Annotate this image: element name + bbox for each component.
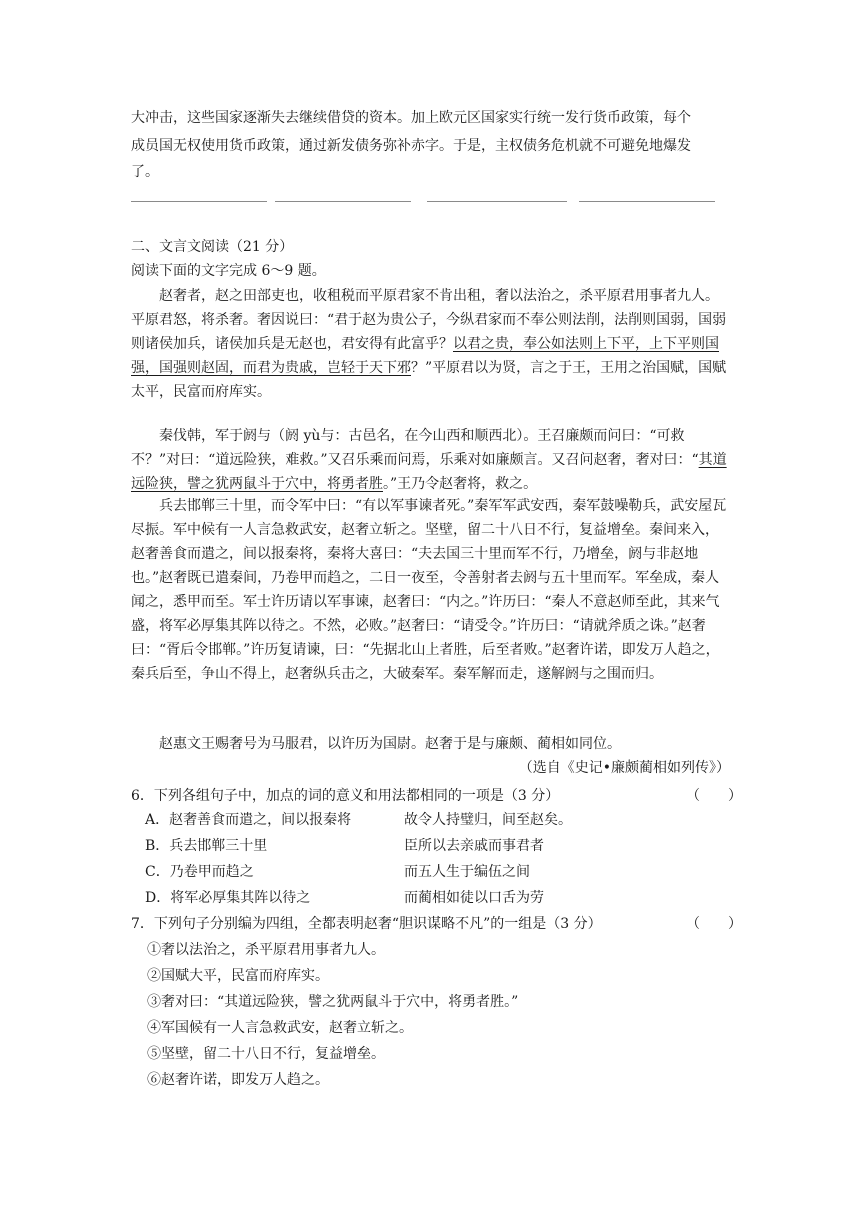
answer-blank-lines [131, 201, 721, 202]
section-instruction: 阅读下面的文字完成 6～9 题。 [131, 263, 326, 279]
underlined-sentence-2: 其道远险狭，譬之犹两鼠斗于穴中，将勇者胜 [131, 452, 727, 492]
answer-blank-3 [427, 201, 567, 202]
section-heading: 二、文言文阅读（21 分） [131, 239, 294, 255]
q7-answer-paren: （ ） [686, 916, 742, 932]
intro-line-2: 成员国无权使用货币政策，通过新发债务弥补赤字。于是，主权债务危机就不可避免地爆发 [131, 138, 691, 154]
q6-option-c-left: C．乃卷甲而趋之 [145, 864, 254, 880]
q6-option-d-left: D．将军必厚集其阵以待之 [145, 890, 311, 906]
q7-item-4: ④军国候有一人言急救武安，赵奢立斩之。 [147, 1020, 413, 1036]
q6-option-b-right: 臣所以去亲戚而事君者 [404, 838, 544, 854]
q6-option-a-left: A．赵奢善食而遣之，间以报秦将 [145, 812, 352, 828]
passage-p2-text-a: 秦伐韩，军于阏与（阏 yù与：古邑名，在今山西和顺西北）。王召廉颇而问曰：“可救不？”对曰：“道远险狭，难救。”又召乐乘而问焉，乐乘对如廉颇言。又召问赵奢，奢对曰：“ [131, 428, 699, 468]
q6-answer-paren: （ ） [686, 788, 742, 804]
passage-p1-text-a: 赵奢者，赵之田部吏也，收租税而平原君家不肯出租，奢以法治之，杀平原君用事者九人。平原君怒，将杀奢。奢因说曰：“君于赵为贵公子，今纵君家而不奉公则法削，法削则国弱，国弱则诸侯加兵，诸侯加兵是无赵也，君安得有此富乎？ [131, 288, 727, 352]
q7-item-1: ①奢以法治之，杀平原君用事者九人。 [147, 942, 385, 958]
passage-paragraph-1 [131, 284, 731, 404]
answer-blank-1 [131, 201, 267, 202]
q7-item-6: ⑥赵奢许诺，即发万人趋之。 [147, 1072, 329, 1088]
q6-stem: 6．下列各组句子中，加点的词的意义和用法都相同的一项是（3 分） [131, 788, 560, 804]
passage-paragraph-4: 赵惠文王赐奢号为马服君，以许历为国尉。赵奢于是与廉颇、蔺相如同位。 [159, 736, 621, 752]
q7-item-2: ②国赋大平，民富而府库实。 [147, 968, 329, 984]
q6-option-a-right: 故令人持璧归，间至赵矣。 [404, 812, 572, 828]
intro-line-3: 了。 [131, 164, 159, 180]
underlined-sentence-1: 以君之贵，奉公如法则上下平，上下平则国强，国强则赵固，而君为贵戚，岂轻于天下邪 [131, 336, 719, 376]
q7-item-5: ⑤坚壁，留二十八日不行，复益增垒。 [147, 1046, 385, 1062]
q7-item-3: ③奢对曰：“其道远险狭，譬之犹两鼠斗于穴中，将勇者胜。” [147, 994, 519, 1010]
intro-line-1: 大冲击，这些国家逐渐失去继续借贷的资本。加上欧元区国家实行统一发行货币政策，每个 [131, 110, 691, 126]
passage-paragraph-2 [131, 424, 731, 496]
q6-option-d-right: 而蔺相如徒以口舌为劳 [404, 890, 544, 906]
q6-option-c-right: 而五人生于编伍之间 [404, 864, 530, 880]
q7-stem: 7．下列句子分别编为四组，全都表明赵奢“胆识谋略不凡”的一组是（3 分） [131, 916, 602, 932]
answer-blank-2 [275, 201, 411, 202]
q6-option-b-left: B．兵去邯郸三十里 [145, 838, 268, 854]
answer-blank-4 [579, 201, 715, 202]
passage-p1-text-b: ？”平原君以为贤，言之于王，王用之治国赋，国赋太平，民富而府库实。 [131, 360, 727, 400]
passage-paragraph-3: 兵去邯郸三十里，而令军中曰：“有以军事谏者死。”秦军军武安西，秦军鼓噪勒兵，武安屋瓦尽振。军中候有一人言急救武安，赵奢立斩之。坚壁，留二十八日不行，复益增垒。秦间来入，赵奢善食而遣之，间以报秦将，秦将大喜曰：“夫去国三十里而军不行，乃增垒，阏与非赵地也。”赵奢既已遣秦间，乃卷甲而趋之，二日一夜至，令善射者去阏与五十里而军。军垒成，秦人闻之，悉甲而至。军士许历请以军事谏，赵奢曰：“内之。”许历曰：“秦人不意赵师至此，其来气盛，将军必厚集其阵以待之。不然，必败。”赵奢曰：“请受令。”许历曰：“请就斧质之诛。”赵奢曰：“胥后令邯郸。”许历复请谏，曰：“先据北山上者胜，后至者败。”赵奢许诺，即发万人趋之，秦兵后至，争山不得上，赵奢纵兵击之，大破秦军。秦军解而走，遂解阏与之围而归。 [131, 498, 727, 682]
passage-p2-text-b: 。”王乃令赵奢将，救之。 [383, 476, 538, 492]
passage-source: （选自《史记•廉颇蔺相如列传》） [518, 760, 730, 776]
